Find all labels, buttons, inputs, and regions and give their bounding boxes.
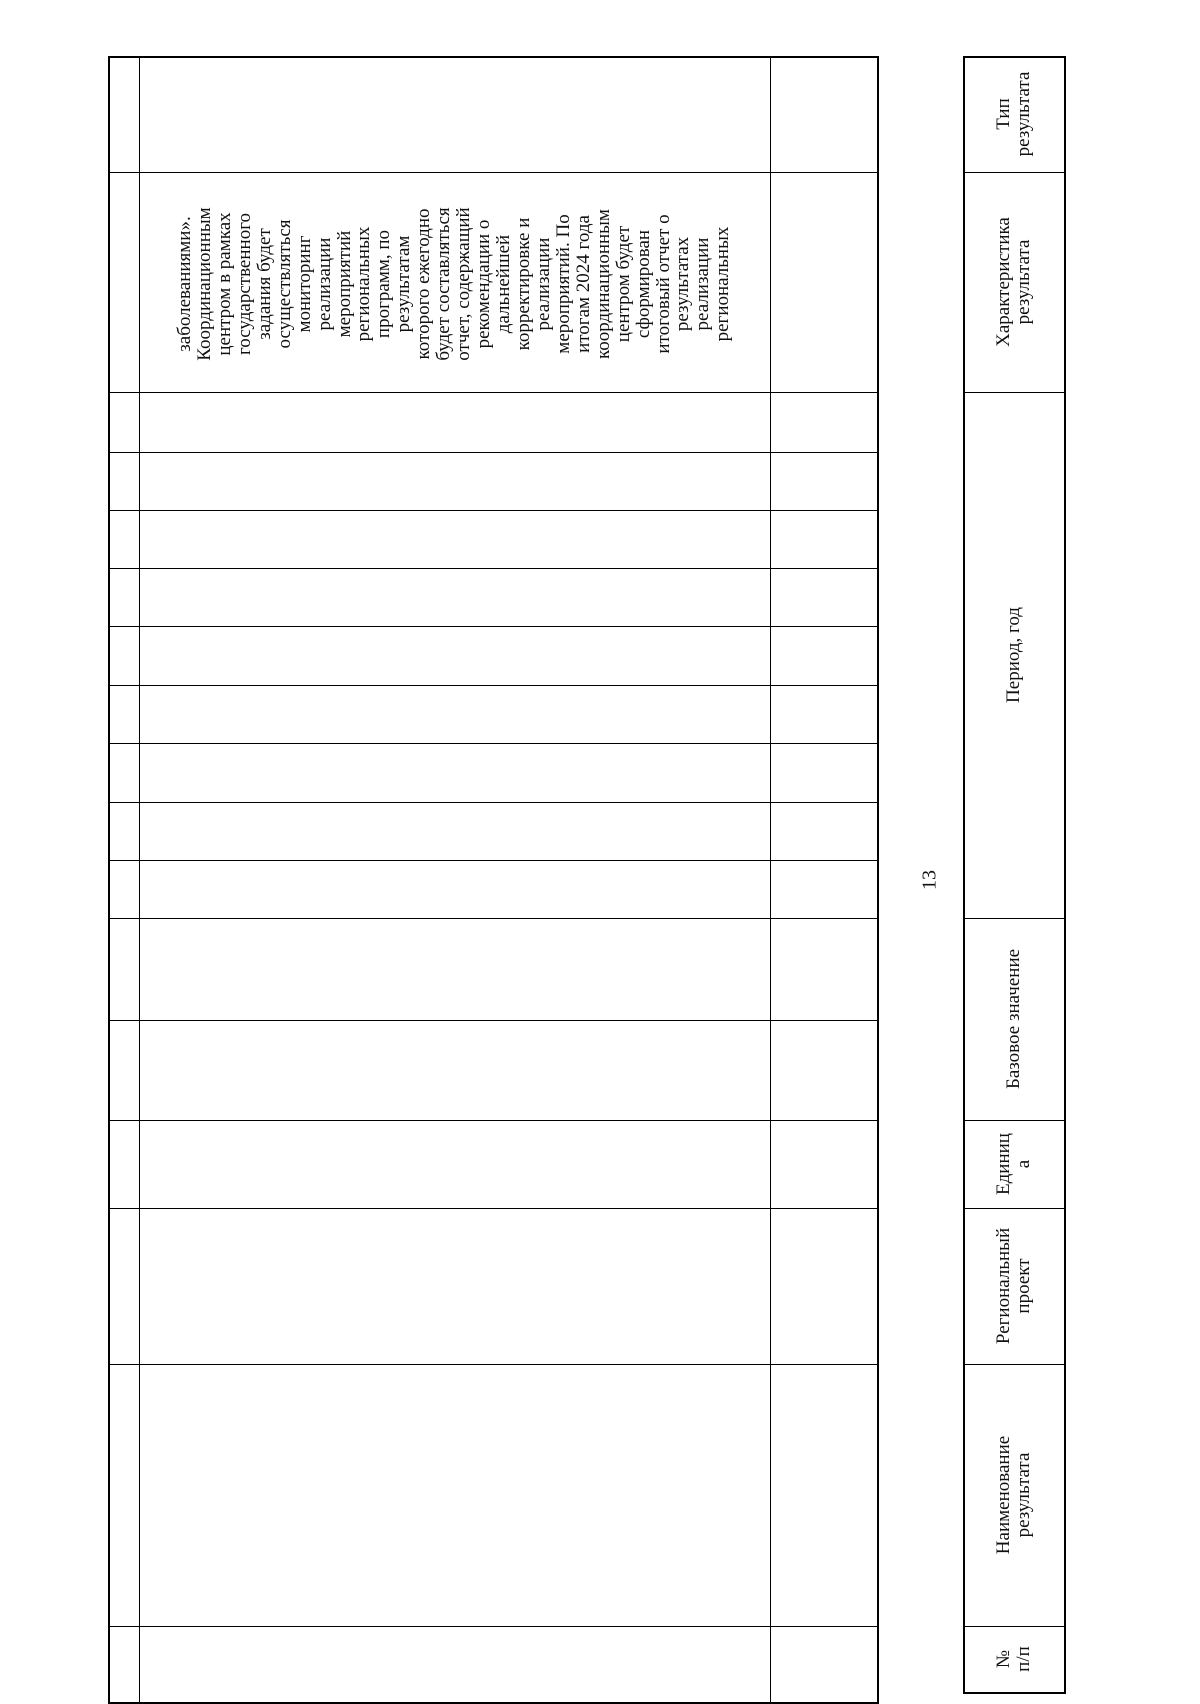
main-table-right-border: [877, 56, 879, 1704]
main-table-row-divider: [108, 1626, 879, 1627]
main-table-column-divider: [139, 56, 140, 1704]
header-table-top-border: [963, 56, 1066, 58]
header-result-name: Наименование результата: [993, 1435, 1034, 1555]
header-table-right-border: [1064, 56, 1066, 1694]
header-period-year: Период, год: [1003, 607, 1025, 703]
main-table-row-divider: [108, 860, 879, 861]
main-table-row-divider: [108, 743, 879, 744]
header-column-divider: [963, 918, 1066, 919]
header-number: № п/п: [993, 1646, 1034, 1672]
header-table-bottom-border: [963, 1692, 1066, 1694]
main-table-row-divider: [108, 1020, 879, 1021]
header-result-characteristic: Характеристика результата: [993, 217, 1034, 347]
main-table-row-divider: [108, 1364, 879, 1365]
main-table-row-divider: [108, 452, 879, 453]
main-table-row-divider: [108, 1120, 879, 1121]
main-table-row-divider: [108, 172, 879, 173]
header-base-value: Базовое значение: [1003, 948, 1025, 1090]
main-table-row-divider: [108, 685, 879, 686]
header-column-divider: [963, 1626, 1066, 1627]
header-column-divider: [963, 1364, 1066, 1365]
main-table-top-border: [108, 56, 879, 58]
header-column-divider: [963, 172, 1066, 173]
page-number: 13: [918, 870, 941, 890]
main-table-row-divider: [108, 568, 879, 569]
main-table-row-divider: [108, 802, 879, 803]
main-table-left-border: [108, 56, 110, 1704]
main-table-row-divider: [108, 1208, 879, 1209]
main-table-row-divider: [108, 626, 879, 627]
main-table-row-divider: [108, 510, 879, 511]
main-table-row-divider: [108, 918, 879, 919]
header-column-divider: [963, 392, 1066, 393]
header-column-divider: [963, 1120, 1066, 1121]
header-table-left-border: [963, 56, 965, 1694]
main-table-column-divider: [770, 56, 771, 1704]
result-characteristic-text: заболеваниями». Координационным центром в рамках государственного задания будет осуществляться мониторинг реализации мероприятий региональных программ, по результатам которого ежегодно будет составляться отчет, содержащий рекомендации о дальнейшей корректировке и реализации мероприятий. По итогам 2024 года координационным центром будет сформирован итоговый отчет о результатах реализации региональных: [173, 207, 734, 361]
header-regional-project: Региональный проект: [993, 1227, 1034, 1345]
main-table-row-divider: [108, 392, 879, 393]
header-unit: Единиц а: [993, 1133, 1034, 1195]
header-result-type: Тип результата: [993, 71, 1034, 157]
header-column-divider: [963, 1208, 1066, 1209]
